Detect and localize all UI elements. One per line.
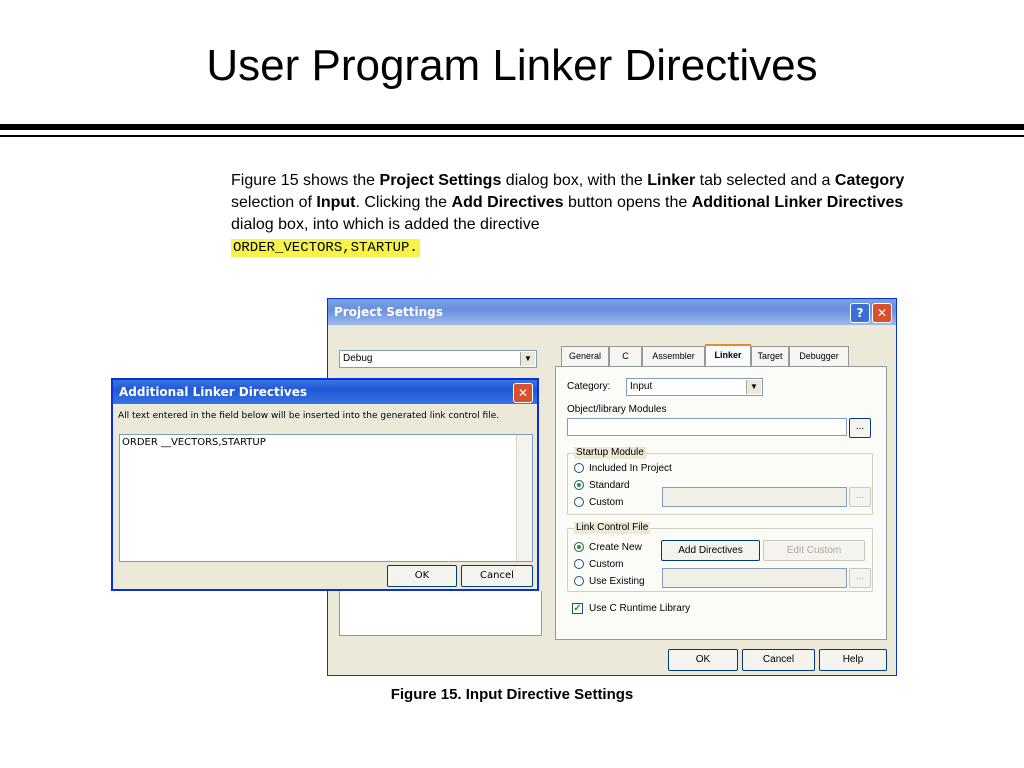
startup-module-label: Startup Module [576,447,644,458]
tab-debugger[interactable]: Debugger [789,346,849,366]
category-select[interactable] [626,378,763,396]
config-select[interactable] [339,350,537,368]
intro-text: . Clicking the [355,194,452,211]
directives-ok-button[interactable]: OK [387,565,457,587]
tab-assembler[interactable]: Assembler [642,346,705,366]
startup-included-label: Included In Project [589,463,672,474]
startup-custom-input[interactable] [662,487,847,507]
project-tree-pane[interactable] [339,591,542,636]
project-help-button[interactable]: Help [819,649,887,671]
project-ok-button[interactable]: OK [668,649,738,671]
title-rule-thin [0,135,1024,137]
intro-text: tab selected and a [695,172,835,189]
startup-standard-label: Standard [589,480,630,491]
tab-target[interactable]: Target [751,346,789,366]
close-icon[interactable]: ✕ [513,383,533,403]
startup-included-radio[interactable] [574,463,584,473]
chevron-down-icon[interactable]: ▼ [520,352,535,366]
project-cancel-button[interactable]: Cancel [742,649,815,671]
add-directives-button[interactable]: Add Directives [661,540,760,561]
category-select-value: Input [630,381,653,392]
additional-directives-titlebar [113,380,537,404]
intro-bold: Additional Linker Directives [691,194,904,211]
use-existing-input[interactable] [662,568,847,588]
directives-cancel-button[interactable]: Cancel [461,565,533,587]
create-new-radio[interactable] [574,542,584,552]
directive-code: ORDER_VECTORS,STARTUP. [233,240,418,256]
startup-browse-button[interactable]: ... [849,487,871,507]
directives-scrollbar[interactable] [516,435,532,561]
intro-bold: Category [834,172,905,189]
tab-linker[interactable]: Linker [705,344,751,366]
intro-text: Figure 15 shows the [231,172,380,189]
intro-bold: Linker [647,172,696,189]
title-rule-thick [0,124,1024,130]
use-c-runtime-label: Use C Runtime Library [589,603,691,614]
additional-directives-title: Additional Linker Directives [119,385,307,399]
edit-custom-button[interactable]: Edit Custom [763,540,865,561]
use-existing-browse-button[interactable]: ... [849,568,871,588]
project-settings-title: Project Settings [334,305,443,319]
object-modules-label: Object/library Modules [567,404,667,415]
use-existing-radio[interactable] [574,576,584,586]
link-custom-label: Custom [589,559,624,570]
directives-text: ORDER __VECTORS,STARTUP [122,437,266,448]
slide-title: User Program Linker Directives [206,41,818,90]
directives-textarea[interactable] [119,434,533,562]
use-c-runtime-checkbox[interactable]: ✓ [573,603,582,614]
tab-c[interactable]: C [609,346,642,366]
config-select-value: Debug [343,353,373,364]
directives-description: All text entered in the field below will be inserted into the generated link control file. [118,411,500,421]
startup-standard-radio[interactable] [574,480,584,490]
intro-text: button opens the [563,194,692,211]
help-icon[interactable]: ? [850,303,870,323]
object-modules-browse-button[interactable]: ... [849,418,871,438]
intro-text: dialog box, with the [501,172,648,189]
additional-directives-dialog [111,378,539,591]
use-existing-label: Use Existing [589,576,645,587]
tab-general[interactable]: General [561,346,609,366]
close-icon[interactable]: ✕ [872,303,892,323]
intro-bold: Input [316,194,356,211]
intro-text: selection of [231,194,317,211]
figure-caption: Figure 15. Input Directive Settings [390,686,634,703]
link-control-file-label: Link Control File [576,522,649,533]
chevron-down-icon[interactable]: ▼ [746,380,761,394]
project-settings-titlebar [328,299,896,325]
intro-paragraph [231,170,911,259]
create-new-label: Create New [589,542,642,553]
intro-bold: Add Directives [451,194,564,211]
link-custom-radio[interactable] [574,559,584,569]
category-label: Category: [567,381,611,392]
object-modules-input[interactable] [567,418,847,436]
startup-custom-radio[interactable] [574,497,584,507]
intro-bold: Project Settings [379,172,502,189]
startup-custom-label: Custom [589,497,624,508]
intro-text: dialog box, into which is added the directive [231,216,540,233]
